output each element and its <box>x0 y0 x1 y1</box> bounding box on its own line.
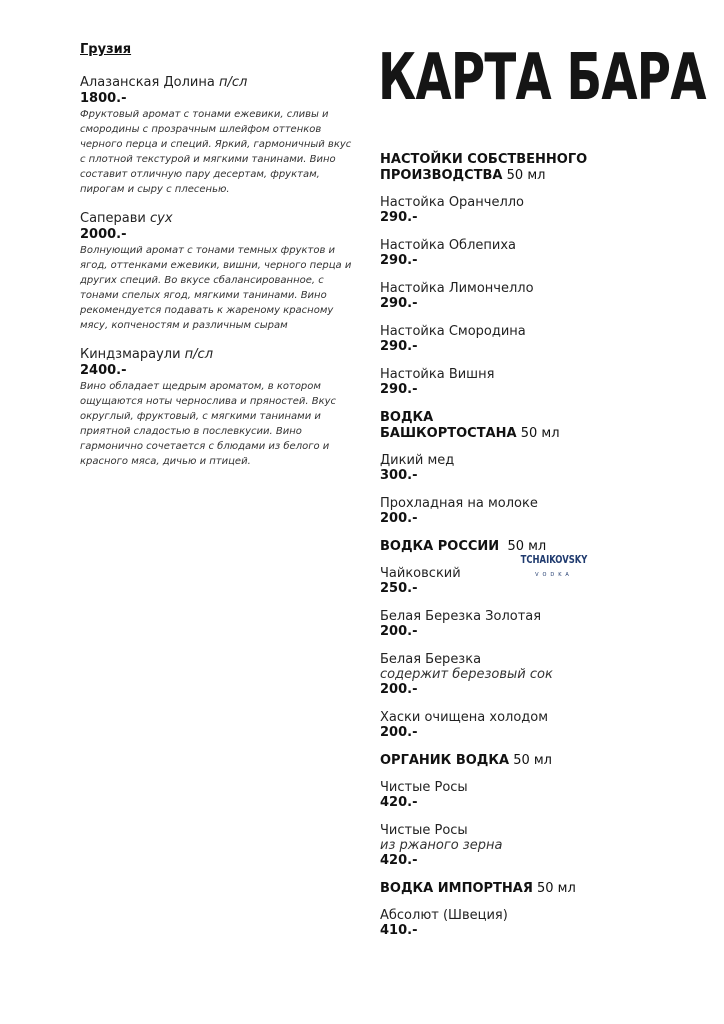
section-volume: 50 мл <box>520 426 560 441</box>
tchaikovsky-logo: TCHAIKOVSKY VODKA <box>520 553 588 578</box>
section-russia <box>380 539 680 740</box>
section-tinctures <box>380 152 680 397</box>
wine-price: 2400.- <box>80 363 127 378</box>
menu-item: Чайковский 250.- TCHAIKOVSKY VODKA <box>380 566 680 596</box>
section-title: ВОДКА ИМПОРТНАЯ 50 мл <box>380 881 576 896</box>
region-title: Грузия <box>80 42 132 57</box>
section-bashkortostan <box>380 410 680 526</box>
section-volume: 50 мл <box>507 539 547 554</box>
menu-item: Белая Березка Золотая 200.- <box>380 609 542 639</box>
section-volume: 50 мл <box>513 753 552 768</box>
section-title: ОРГАНИК ВОДКА 50 мл <box>380 753 552 768</box>
wine-column <box>80 42 352 483</box>
section-title: ВОДКА БАШКОРТОСТАНА 50 мл <box>380 410 560 441</box>
item-note: из ржаного зерна <box>380 838 503 853</box>
section-organic <box>380 753 680 868</box>
section-imported <box>380 881 680 938</box>
menu-item: Настойка Облепиха 290.- <box>380 238 516 268</box>
section-title: НАСТОЙКИ СОБСТВЕННОГО ПРОИЗВОДСТВА 50 мл <box>380 152 588 183</box>
menu-item: Дикий мед 300.- <box>380 453 455 483</box>
wine-type: п/сл <box>184 347 214 362</box>
menu-item: Настойка Вишня 290.- <box>380 367 495 397</box>
menu-item: Настойка Лимончелло 290.- <box>380 281 534 311</box>
wine-price: 1800.- <box>80 91 127 106</box>
spirits-column <box>380 152 680 951</box>
section-volume: 50 мл <box>537 881 576 896</box>
wine-name: Алазанская Долина п/сл <box>80 75 248 90</box>
page-title: КАРТА БАРА <box>378 41 706 115</box>
wine-type: сух <box>150 211 173 226</box>
section-volume: 50 мл <box>506 168 546 183</box>
item-note: содержит березовый сок <box>380 667 553 682</box>
menu-item: Белая Березка содержит березовый сок 200.- <box>380 652 680 697</box>
menu-item: Чистые Росы 420.- <box>380 780 468 810</box>
wine-description: Волнующий аромат с тонами темных фруктов и ягод, оттенками ежевики, вишни, черного перца и других специй. Во вкусе сбалансированное, с тонами спелых ягод, мягкими танинами. Вино рекомендуется подавать к жареному красному мясу, копченостям и различным сырам <box>80 245 352 331</box>
wine-description: Фруктовый аромат с тонами ежевики, сливы и смородины с прозрачным шлейфом оттенков черного перца и специй. Яркий, гармоничный вкус с плотной текстурой и мягкими танинами. Вино составит отличную пару десертам, фруктам, пирогам и сыру с плесенью. <box>80 109 352 195</box>
menu-item: Прохладная на молоке 200.- <box>380 496 538 526</box>
wine-item <box>80 211 352 333</box>
wine-description: Вино обладает щедрым ароматом, в котором ощущаются ноты чернослива и пряностей. Вкус округлый, фруктовый, с мягкими танинами и приятной сладостью в послевкусии. Вино гармонично сочетается с блюдами из белого и красного мяса, дичью и птицей. <box>80 381 337 467</box>
menu-item: Настойка Смородина 290.- <box>380 324 526 354</box>
menu-item: Абсолют (Швеция) 410.- <box>380 908 508 938</box>
wine-price: 2000.- <box>80 227 127 242</box>
wine-item <box>80 347 352 469</box>
section-title: ВОДКА РОССИИ 50 мл <box>380 539 547 554</box>
menu-item: Чистые Росы из ржаного зерна 420.- <box>380 823 680 868</box>
menu-item: Настойка Оранчелло 290.- <box>380 195 525 225</box>
wine-name: Киндзмараули п/сл <box>80 347 214 362</box>
wine-item <box>80 75 352 197</box>
wine-name: Саперави сух <box>80 211 173 226</box>
wine-type: п/сл <box>218 75 248 90</box>
menu-item: Хаски очищена холодом 200.- <box>380 710 549 740</box>
